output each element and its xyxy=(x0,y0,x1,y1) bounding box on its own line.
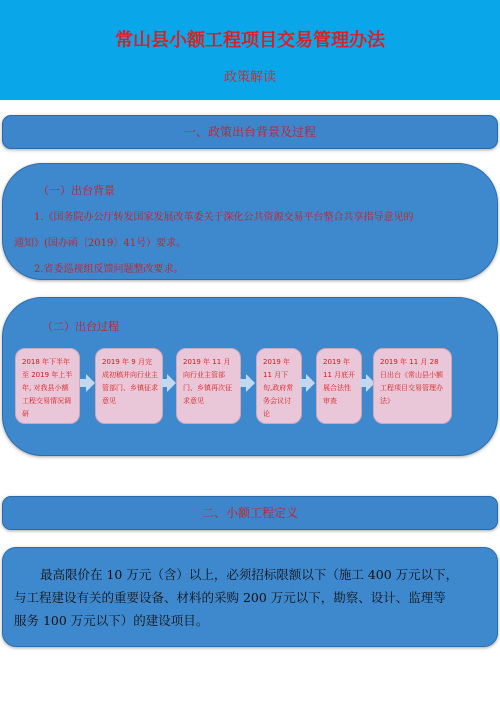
background-line-2: 通知》(国办函〔2019〕41号）要求。 xyxy=(14,238,187,249)
arrow-right-icon xyxy=(167,374,176,392)
arrow-right-icon xyxy=(306,374,315,392)
definition-text xyxy=(14,563,484,632)
process-step-1 xyxy=(15,348,80,424)
background-line-1: 1.《国务院办公厅转发国家发展改革委关于深化公共资源交易平台整合共享指导意见的 xyxy=(34,212,414,223)
background-line-3: 2.省委巡视组反馈问题整改要求。 xyxy=(34,264,184,275)
background-heading: （一）出台背景 xyxy=(38,184,115,197)
process-step-4-text: 2019 年 11 月下旬,政府常务会议讨论 xyxy=(263,358,294,418)
arrow-right-icon xyxy=(86,374,95,392)
process-step-1-text: 2018 年下半年至 2019 年上半年, 对我县小额工程交易情况调研 xyxy=(22,358,73,418)
process-step-5 xyxy=(316,348,362,424)
process-step-2-text: 2019 年 9 月完成初稿并向行业主管部门、乡镇征求意见 xyxy=(102,358,158,405)
process-step-6 xyxy=(373,348,452,424)
process-step-3-text: 2019 年 11 月向行业主管部门、乡镇再次征求意见 xyxy=(183,358,232,405)
definition-line-1: 最高限价在 10 万元（含）以上，必须招标限额以下（施工 400 万元以下， xyxy=(40,567,459,582)
page-subtitle: 政策解读 xyxy=(223,70,276,85)
process-step-4 xyxy=(256,348,302,424)
process-heading: （二）出台过程 xyxy=(42,320,119,333)
section-2-heading: 二、小额工程定义 xyxy=(2,496,498,530)
definition-line-2: 与工程建设有关的重要设备、材料的采购 200 万元以下，勘察、设计、监理等 xyxy=(14,590,446,605)
page-title: 常山县小额工程项目交易管理办法 xyxy=(115,30,385,51)
process-step-6-text: 2019 年 11 月 28 日出台《常山县小额工程项目交易管理办法》 xyxy=(380,358,443,405)
arrow-right-icon xyxy=(246,374,255,392)
process-step-2 xyxy=(95,348,163,424)
definition-line-3: 服务 100 万元以下）的建设项目。 xyxy=(14,613,209,628)
process-step-5-text: 2019 年 11 月底开展合法性审查 xyxy=(323,358,356,405)
section-1-heading: 一、政策出台背景及过程 xyxy=(2,115,498,149)
process-step-3 xyxy=(176,348,241,424)
